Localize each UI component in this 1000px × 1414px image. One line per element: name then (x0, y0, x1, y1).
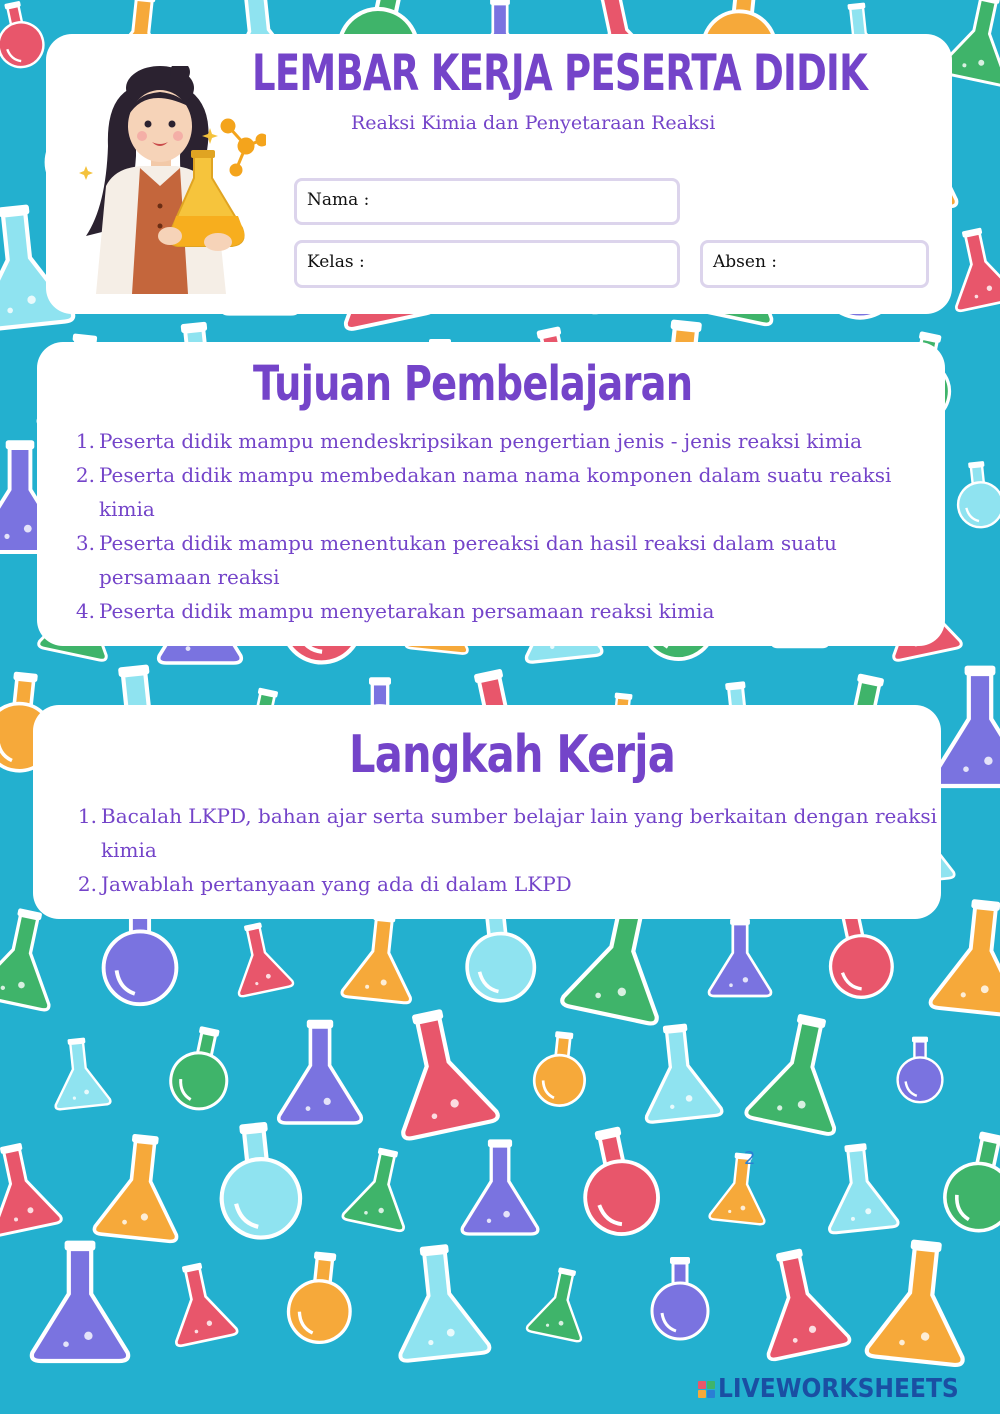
page-number: 2 (744, 1148, 756, 1169)
scientist-girl-illustration (76, 66, 266, 294)
list-item (57, 594, 937, 628)
list-item-number: 2. (75, 463, 95, 487)
header-card (46, 34, 952, 314)
flask-decoration (866, 1236, 974, 1366)
attendance-number-label: Absen : (713, 252, 778, 272)
class-field-label: Kelas : (307, 252, 365, 272)
flask-decoration (930, 896, 1000, 1017)
flask-decoration (709, 919, 771, 996)
flask-decoration (342, 1143, 419, 1232)
class-input[interactable] (376, 251, 596, 273)
flask-decoration (462, 1139, 538, 1234)
flask-decoration (954, 459, 1000, 529)
flask-decoration (526, 1263, 594, 1342)
flask-decoration (532, 1029, 590, 1108)
list-item-text: Peserta didik mampu menentukan pereaksi dan hasil reaksi dalam suatu persamaan reaksi (99, 531, 837, 589)
class-field[interactable] (294, 240, 680, 288)
list-item-number: 3. (75, 531, 95, 555)
learning-goals-list (57, 424, 937, 628)
flask-decoration (342, 911, 419, 1004)
name-field-label: Nama : (307, 190, 370, 210)
flask-decoration (285, 1249, 356, 1345)
flask-decoration (932, 666, 1000, 786)
learning-goals-title: Tujuan Pembelajaran (253, 356, 693, 412)
name-input[interactable] (381, 189, 601, 211)
logo-blocks-icon (698, 1381, 715, 1398)
flask-decoration (821, 1141, 898, 1234)
list-item (57, 424, 937, 458)
list-item-text: Peserta didik mampu mendeskripsikan pengertian jenis - jenis reaksi kimia (99, 429, 863, 453)
flask-decoration (166, 1022, 238, 1114)
flask-decoration (32, 1241, 128, 1361)
flask-decoration (939, 1127, 1000, 1237)
list-item-text: Peserta didik mampu menyetarakan persamaan reaksi kimia (99, 599, 715, 623)
list-item-text: Bacalah LKPD, bahan ajar serta sumber belajar lain yang berkaitan dengan reaksi kimia (101, 804, 938, 862)
page-subtitle: Reaksi Kimia dan Penyetaraan Reaksi (351, 112, 716, 134)
list-item-number: 1. (77, 804, 97, 828)
liveworksheets-logo[interactable] (698, 1374, 986, 1404)
list-item-text: Peserta didik mampu membedakan nama nama komponen dalam suatu reaksi kimia (99, 463, 892, 521)
flask-decoration (709, 1151, 771, 1225)
list-item (59, 867, 939, 901)
flask-decoration (745, 1007, 856, 1135)
flask-decoration (214, 1119, 304, 1241)
flask-decoration (49, 1036, 111, 1110)
work-steps-card (33, 705, 941, 919)
flask-decoration (571, 1121, 664, 1240)
list-item-number: 4. (75, 599, 95, 623)
list-item (59, 799, 939, 867)
work-steps-list (59, 799, 939, 901)
flask-decoration (637, 1021, 722, 1123)
flask-decoration (0, 0, 48, 71)
list-item-number: 1. (75, 429, 95, 453)
work-steps-title: Langkah Kerja (349, 725, 675, 785)
flask-decoration (225, 918, 293, 997)
list-item-text: Jawablah pertanyaan yang ada di dalam LKPD (101, 872, 572, 896)
flask-decoration (161, 1258, 238, 1347)
list-item-number: 2. (77, 872, 97, 896)
logo-text: LIVEWORKSHEETS (718, 1374, 959, 1404)
flask-decoration (652, 1257, 708, 1339)
flask-decoration (279, 1020, 362, 1123)
flask-decoration (94, 1131, 187, 1242)
learning-goals-card (37, 342, 945, 646)
flask-decoration (898, 1037, 943, 1103)
page-title: LEMBAR KERJA PESERTA DIDIK (252, 44, 868, 102)
attendance-number-input[interactable] (788, 251, 883, 273)
flask-decoration (389, 1241, 490, 1362)
list-item (57, 458, 937, 526)
attendance-number-field[interactable] (700, 240, 929, 288)
flask-decoration (748, 1242, 850, 1360)
name-field[interactable] (294, 178, 680, 225)
list-item (57, 526, 937, 594)
flask-decoration (380, 1002, 499, 1140)
flask-decoration (0, 1138, 62, 1236)
